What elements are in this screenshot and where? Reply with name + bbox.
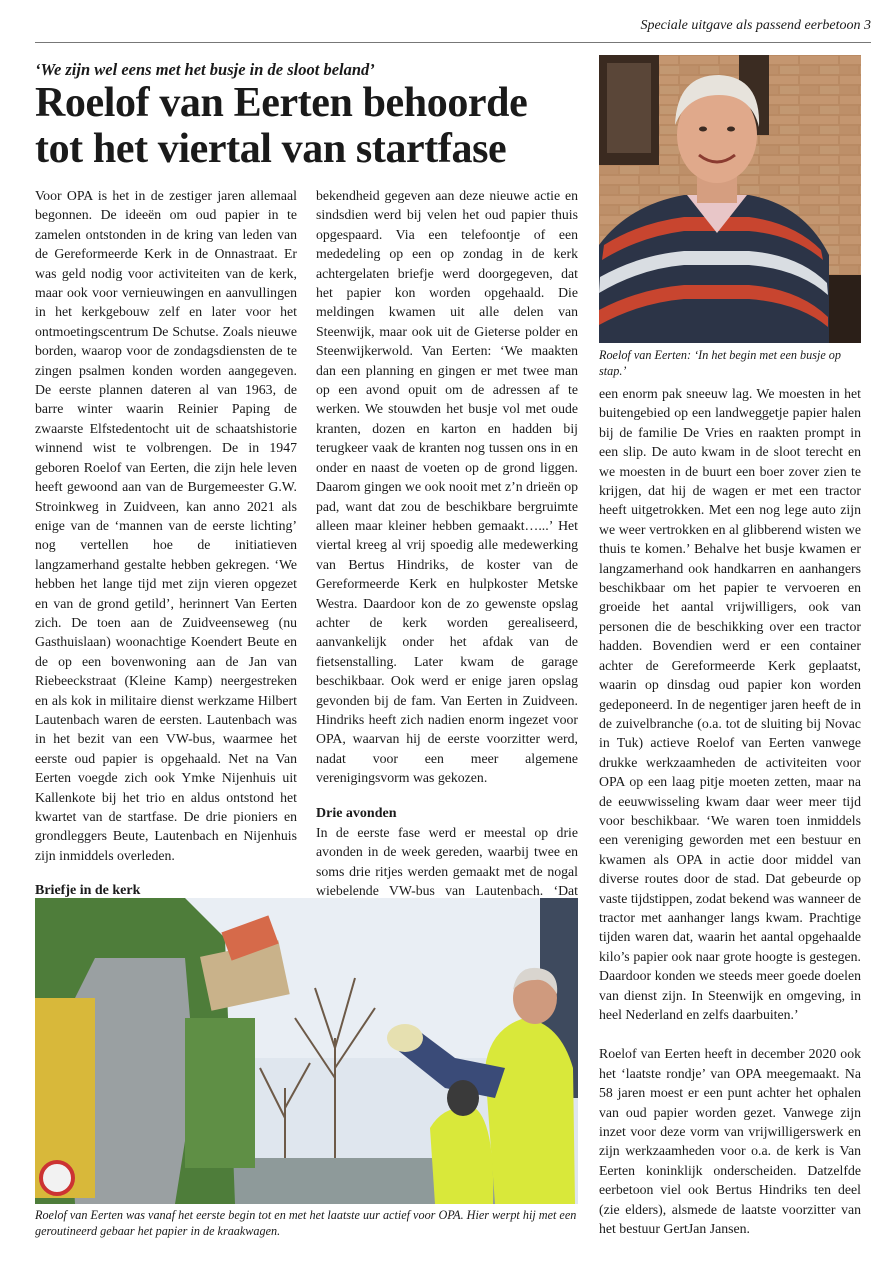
paragraph: In de eerste fase werd er meestal op drie avonden in de week gereden, waarbij twee en soms drie ritjes werden gemaakt met de nogal wiebelende VW-bus van Lautenbach. ‘Dat: [316, 825, 578, 899]
article-column-3: [599, 384, 861, 1237]
paragraph-gap: [599, 1024, 861, 1044]
portrait-caption: Roelof van Eerten: ‘In het begin met een busje op stap.’: [599, 348, 841, 378]
paragraph: een enorm pak sneeuw lag. We moesten in het buitengebied op een landweggetje papier halen bij de familie De Vries en raakten prompt in een slip. De auto kwam in de sloot terecht en we moesten in de buurt een boer zover zien te krijgen, dat hij de wagen er met een tractor heeft uitgetrokken. Met een nog lege auto zijn we weer vertrokken en al glibberend wisten we thuis te komen.’ Behalve het busje kwamen er langzamerhand ook handkarren en aanhangers beschikbaar om het papier te vervoeren en groeide het aantal vrijwilligers, ook van personen die de beschikking over een tractor hadden. Bovendien werd er een container achter de Gereformeerde Kerk geplaatst, waarin op dinsdag oud papier kon worden gedeponeerd. In de negentiger jaren heeft de in de zuivelbranche (o.a. tot de sluiting bij Novac in Tuk) actieve Roelof van Eerten vanwege drukke werkzaamheden de activiteiten voor OPA op een laag pitje moeten zetten, maar na de eeuwwisseling kwam daar weer meer tijd voor beschikbaar. ‘We waren toen inmiddels een vereniging geworden met een bestuur en kwamen als OPA in actie door middel van diverse routes door de stad. Dat gebeurde op vaste tijdstippen, zodat bekend was wanneer de tractor met aanhanger langs kwam. Prachtige tijden waren dat, waarin het aantal opgehaalde kilo’s papier ook naar grote hoogte is gestegen. Daardoor konden we steeds meer goede doelen van dienst zijn. In Steenwijk en omgeving, in heel Nederland en zelfs daarbuiten.’: [599, 386, 861, 1022]
subheading: Drie avonden: [316, 805, 397, 821]
paragraph: Roelof van Eerten heeft in december 2020 ook het ‘laatste rondje’ van OPA meegemaakt. Na 58 jaren moest er een punt achter het ophalen van oud papier worden gezet. Vanwege zijn inzet voor deze vorm van vrijwilligerswerk en zijn werkzaamheden voor o.a. de kerk is Van Eerten koninklijk onderscheiden. Datzelfde eerbetoon viel ook Bertus Hindriks ten deel (zie elders), alsmede de laatste voorzitter van het bestuur GertJan Jansen.: [599, 1046, 861, 1237]
article-column-2: [316, 186, 578, 899]
portrait-photo: [599, 55, 861, 343]
header-rule: [35, 42, 871, 43]
subheading: Briefje in de kerk: [35, 883, 141, 899]
article-kicker: ‘We zijn wel eens met het busje in de sloot beland’: [35, 60, 375, 79]
headline-line-1: Roelof van Eerten behoorde: [35, 80, 528, 126]
action-illustration: [35, 898, 578, 1204]
portrait-illustration: [599, 55, 861, 343]
running-title: Speciale uitgave als passend eerbetoon 3: [640, 18, 871, 33]
headline-line-2: tot het viertal van startfase: [35, 126, 507, 172]
paragraph: bekendheid gegeven aan deze nieuwe actie en sindsdien werd bij velen het oud papier thuis opgespaard. Via een telefoontje of een mededeling op een op zondag in de kerk achtergelaten briefje werd doorgegeven, dat het papier kon worden opgehaald. Die meldingen kwamen uit alle delen van Steenwijk, maar ook uit de Gieterse polder en Steenwijkerwold. Van Eerten: ‘We maakten dan een planning en gingen er met twee man op een avond opuit om de adressen af te werken. We stouwden het busje vol met oude kranten, dozen en karton en hadden bij terugkeer vaak de kranten nog tussen ons in en onder en naast de voeten op de grond liggen. Daarom gingen we ook nooit met z’n drieën op pad, want dat zou de beschikbare bergruimte alleen maar kleiner hebben gemaakt…...’ Het viertal kreeg al vrij spoedig alle medewerking van Bertus Hindriks, de koster van de Gereformeerde Kerk en hulpkoster Metske Westra. Daardoor kon de zo gewenste opslag achter de kerk worden gerealiseerd, aanvankelijk onder het afdak van de fietsenstalling. Later kwam de garage beschikbaar. Ook werd er enige jaren opslag gevonden bij de fam. Van Eerten in Zuidveen. Hindriks heeft zich nadien enorm ingezet voor OPA, waarvan hij de eerste voorzitter werd, nadat voor een meer algemene verenigingsvorm was gekozen.: [316, 188, 578, 786]
paragraph: Voor OPA is het in de zestiger jaren allemaal begonnen. De ideeën om oud papier in te zamelen ontstonden in de kring van leden van de Gereformeerde Kerk in de Onnastraat. Er was geld nodig voor activiteiten van de kerk, maar ook voor vernieuwingen en aanvullingen in het kerkgebouw zelf en later voor het ontmoetingscentrum De Schutse. Zoals nieuwe borden, waarop voor de zondagsdiensten de te zingen psalmen konden worden aangegeven. De eerste plannen dateren al van 1963, de barre winter waarin Reinier Paping de zwaarste Elfstedentocht uit de schaatshistorie winnend wist te volbrengen. De in 1947 geboren Roelof van Eerten, die zijn hele leven heeft gewoond aan van de Burgemeester G.W. Stroinkweg in Zuidveen, kan anno 2021 als enige van de ‘mannen van de eerste lichting’ nog vertellen hoe de initiatieven langzamerhand gestalte hebben gekregen. ‘We hebben het lange tijd met zijn vieren opgezet en van de grond getild’, herinnert Van Eerten zich. De toen aan de Zuidveenseweg (nu Gasthuislaan) woonachtige Koendert Beute en de op een bovenwoning aan de Jan van Riebeeckstraat (Kleine Kamp) neergestreken en als kok in militaire dienst werkzame Hilbert Lautenbach waren de eersten. Lautenbach was in het bezit van een VW-bus, waarmee het eerste oud papier is opgehaald. Net na Van Eerten voegde zich ook Ymke Nijenhuis uit Kallenkote bij het trio en aldus ontstond het kwartet van de startfase. De drie pioniers en grondleggers Beute, Lautenbach en Nijenhuis zijn inmiddels overleden.: [35, 188, 297, 863]
article-column-1: [35, 186, 297, 899]
action-photo: [35, 898, 578, 1204]
action-caption: Roelof van Eerten was vanaf het eerste begin tot en met het laatste uur actief voor OPA. Hier werpt hij met een geroutineerd gebaar het papier in de kraakwagen.: [35, 1208, 577, 1238]
article-headline: [35, 80, 595, 172]
